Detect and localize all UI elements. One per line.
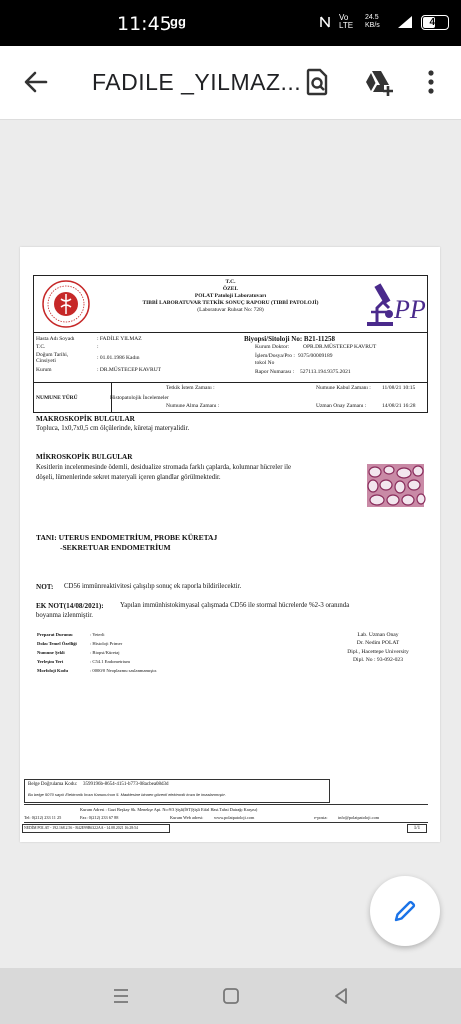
header-lab: POLAT Patoloji Laboratuvarı — [194, 293, 267, 299]
footer-tel: Tel: 0(212) 233 11 25 — [24, 815, 62, 820]
report-header — [33, 275, 428, 333]
microscope-logo-icon — [363, 278, 426, 330]
numune-turu-cell — [34, 383, 112, 412]
status-icons — [319, 14, 449, 30]
signal-icon — [397, 15, 413, 29]
footer-web: www.polatpatoloji.com — [214, 815, 255, 820]
patient-info — [33, 333, 428, 383]
numune-turu-value: Histopatolojik İncelemeler — [110, 395, 169, 401]
header-report: TIBBİ LABORATUVAR TETKİK SONUÇ RAPORU (TIBBİ PATOLOJİ) — [142, 300, 319, 306]
preparat-label-4: Morfoloji Kodu — [37, 668, 69, 673]
makro-title: MAKROSKOPİK BULGULAR — [36, 415, 135, 423]
header-ruhsat: (Laboratuvar Ruhsat No: 728) — [197, 307, 264, 313]
header-tc: T.C. — [225, 279, 236, 285]
name-value: : FADİLE YILMAZ — [97, 336, 142, 342]
footer-divider-2 — [24, 822, 428, 823]
preparat-value-0: : Yeterli — [90, 632, 105, 637]
signature-dipl: Dipl., Hacettepe University — [347, 648, 409, 655]
signature-no: Dipl. No : 93-092-023 — [352, 656, 404, 663]
document-page — [20, 247, 440, 842]
biopsy-number: Biyopsi/Sitoloji No: B21-11258 — [244, 335, 336, 343]
pencil-icon — [392, 898, 418, 924]
footer-eposta-label: e-posta: — [314, 815, 328, 820]
kabul-label: Numune Kabul Zamanı : — [316, 385, 371, 391]
back-nav-icon[interactable] — [330, 985, 352, 1007]
system-nav-bar — [0, 968, 461, 1024]
preparat-label-2: Numune Şekli — [37, 650, 65, 655]
not-text: CD56 immünreaktivitesi çalışılıp sonuç ek raporla bildirilecektir. — [64, 583, 242, 590]
imza-note: Bu belge 5070 sayılı Elektronik İmza Kanunu'nun 5. Maddesine binaen güvenli elektronik imza ile imzalanmıştır. — [28, 792, 226, 797]
battery-icon — [421, 15, 449, 30]
edit-button[interactable] — [370, 876, 440, 946]
tc-label: T.C. — [36, 344, 46, 350]
rapor-label: Rapor Numarası : — [255, 369, 295, 375]
recents-icon[interactable] — [110, 985, 132, 1007]
alma-label: Numune Alma Zamanı : — [166, 403, 220, 409]
mikro-title: MİKROSKOPİK BULGULAR — [36, 453, 133, 461]
verification-box — [24, 779, 330, 803]
document-title: FADILE _YILMAZ... — [92, 69, 302, 95]
more-options-icon[interactable] — [418, 66, 444, 98]
footer-web-label: Kurum Web adresi: — [170, 815, 204, 820]
belge-label: Belge Doğrulama Kodu: — [28, 782, 78, 787]
dob-label: Doğum Tarihi, Cinsiyeti — [36, 352, 69, 364]
dnd-icon — [319, 15, 331, 29]
preparat-label-1: Doku Temel Özelliği — [37, 641, 77, 646]
page-number-text: 1/1 — [413, 826, 421, 831]
eknot-label: EK NOT(14/08/2021): — [36, 602, 104, 610]
preparat-label-0: Preparat Durumu — [37, 632, 73, 637]
footer-address: Kurum Adresi : Gazi Beşkay Sk. Menekşe Apt. No:9/3 Şişli(İST)Şişli Etfal Hast.Tahsi Dairağı Karşısı) — [80, 807, 258, 812]
signature-title: Lab. Uzman Onay — [357, 632, 399, 638]
preparat-value-3: : C54.1 Endometrium — [90, 659, 130, 664]
makro-text: Topluca, 1x0,7x0,5 cm ölçülerinde, küretaj materyalidir. — [36, 425, 190, 432]
eknot-line2: boyanma izlenmiştir. — [36, 612, 94, 619]
add-to-drive-icon[interactable] — [362, 66, 394, 98]
footer-eposta: info@polatpatoloji.com — [338, 815, 380, 820]
onay-value: 14/08/21 16:28 — [382, 403, 416, 409]
islem-value: 9375/00009189 — [298, 353, 333, 359]
printed-info: NEDİM POLAT - 192.168.2.56 - B42E99B6322AA - 14.08.2021 16:28:54 — [24, 826, 138, 830]
name-label: Hasta Adı Soyadı — [36, 336, 75, 342]
page-number — [407, 824, 427, 833]
islem-label: İşlem/Dosya/Pro : — [255, 353, 295, 359]
belge-value: 3599196b-8654-4151-b773-08acbea08d3d — [83, 782, 169, 787]
kabul-value: 11/08/21 10:15 — [382, 385, 416, 391]
back-arrow-icon[interactable] — [20, 66, 52, 98]
signature-name: Dr. Nedim POLAT — [356, 640, 400, 647]
find-in-page-icon[interactable] — [301, 66, 333, 98]
tani-line2: -SEKRETUAR ENDOMETRİUM — [60, 543, 171, 552]
kurum-value: : DR.MÜSTECEP KAVRUT — [97, 367, 162, 373]
status-bar — [0, 0, 461, 46]
volte-icon: Vo LTE — [339, 13, 354, 30]
numune-turu-label: NUMUNE TÜRÜ — [36, 395, 78, 401]
battery-level: 45 — [429, 16, 441, 28]
micrograph-image — [367, 464, 424, 507]
logo-letters: PP — [394, 295, 426, 324]
sample-info — [33, 383, 428, 413]
doctor-value: OPR.DR.MÜSTECEP KAVRUT — [303, 344, 377, 350]
header-ozel: ÖZEL — [222, 286, 239, 292]
not-label: NOT: — [36, 583, 54, 591]
footer-divider — [24, 804, 428, 805]
mikro-line1: Kesitlerin incelenmesinde ödemli, desidualize stromada farklı çaplarda, kolumnar hücreler ile — [36, 464, 291, 471]
tetkik-label: Tetkik İstem Zamanı : — [166, 385, 215, 391]
preparat-value-4: : 0000/0 Neoplazmu saslanmamıştır. — [90, 668, 158, 673]
printed-box — [22, 824, 170, 833]
mikro-line2: döşeli, lümenlerinde sekret materyali içeren glandlar görülmektedir. — [36, 474, 221, 481]
rapor-value: 527113.194.9375.2021 — [300, 369, 351, 375]
clock: 11:45 — [117, 13, 172, 35]
home-icon[interactable] — [220, 985, 242, 1007]
signature-block — [338, 631, 418, 664]
preparat-label-3: Yerleşim Yeri — [37, 659, 64, 664]
preparat-value-1: : Histoloji Primer — [90, 641, 123, 646]
protokol-label: tokol No — [255, 360, 275, 366]
tani-line1: TANI: UTERUS ENDOMETRİUM, PROBE KÜRETAJ — [36, 533, 218, 542]
dob-value: : 01.01.1986 Kadın — [97, 355, 140, 361]
doctor-label: Kurum Doktor: — [255, 344, 290, 350]
app-bar — [0, 46, 461, 120]
preparat-value-2: : Biopsi/Küretaj — [90, 650, 120, 655]
onay-label: Uzman Onay Zamanı : — [316, 403, 367, 409]
kurum-label: Kurum — [36, 367, 52, 373]
speed-text: 24.5 KB/s — [365, 14, 380, 29]
eknot-line1: Yapılan immünhistokimyasal çalışmada CD56 ile stormal hücrelerde %2-3 oranında — [120, 602, 350, 609]
notification-icon: gg — [170, 14, 186, 29]
footer-fax: Fax: 0(212) 233 67 88 — [80, 815, 119, 820]
tc-value: : — [97, 344, 99, 350]
